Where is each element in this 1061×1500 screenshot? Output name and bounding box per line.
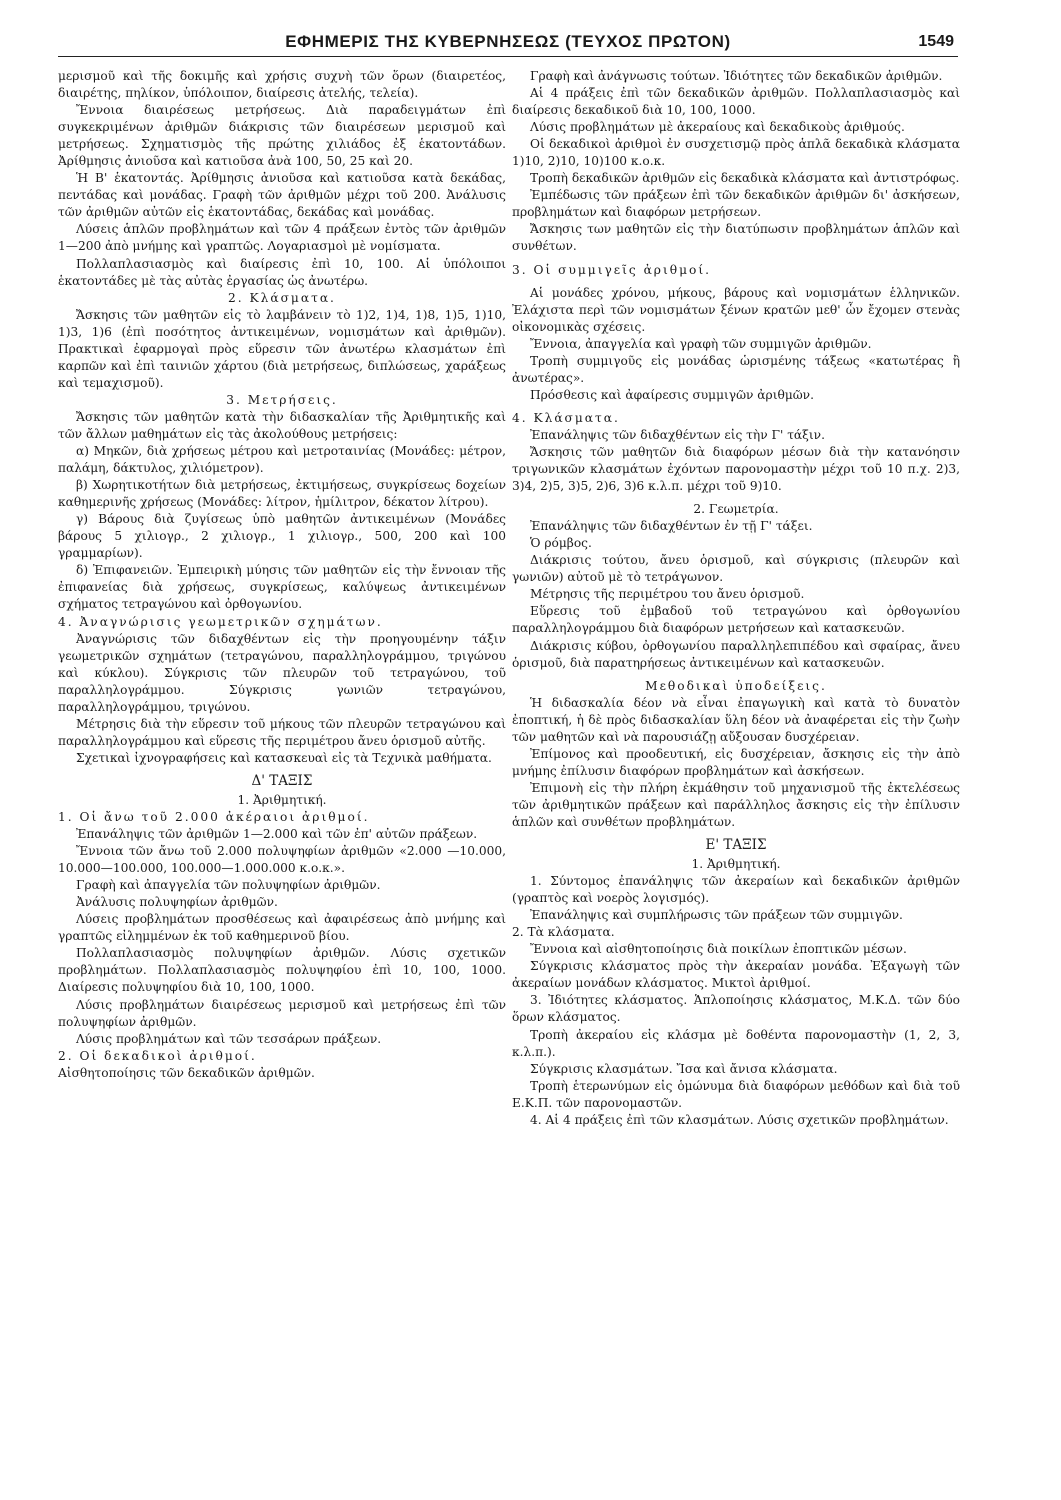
section-heading: 4. Ἀναγνώρισις γεωμετρικῶν σχημάτων. — [58, 614, 383, 629]
paragraph: Λύσις προβλημάτων καὶ τῶν τεσσάρων πράξεων. — [76, 1031, 382, 1046]
paragraph: Πολλαπλασιασμὸς πολυψηφίων ἀριθμῶν. Λύσις σχετικῶν προβλημάτων. Πολλαπλασιασμὸς πολυψηφίου ἐπὶ 10, 100, 1000. Διαίρεσις πολυψηφίου διὰ 10, 100, 1000. — [58, 946, 506, 995]
section-heading: 2. Οἱ δεκαδικοὶ ἀριθμοί. — [58, 1048, 257, 1063]
paragraph: Αἱ μονάδες χρόνου, μήκους, βάρους καὶ νομισμάτων ἑλληνικῶν. Ἐλάχιστα περὶ τῶν νομισμάτων ξένων κρατῶν μεθ' ὧν ἔχομεν στενὰς οἰκονομικὰς σχέσεις. — [512, 285, 960, 334]
section-heading: 3. Οἱ συμμιγεῖς ἀριθμοί. — [512, 262, 711, 277]
right-column — [512, 68, 960, 1129]
paragraph: Ἄσκησις τῶν μαθητῶν κατὰ τὴν διδασκαλίαν τῆς Ἀριθμητικῆς καὶ τῶν ἄλλων μαθημάτων εἰς τὰς ἀκολούθους μετρήσεις: — [58, 409, 506, 441]
page-header — [58, 28, 958, 57]
paragraph: Γραφὴ καὶ ἀπαγγελία τῶν πολυψηφίων ἀριθμῶν. — [76, 878, 381, 893]
paragraph: Γραφὴ καὶ ἀνάγνωσις τούτων. Ἰδιότητες τῶν δεκαδικῶν ἀριθμῶν. — [530, 69, 943, 83]
paragraph: Τροπὴ δεκαδικῶν ἀριθμῶν εἰς δεκαδικὰ κλάσματα καὶ ἀντιστρόφως. — [530, 171, 960, 186]
paragraph: μερισμοῦ καὶ τῆς δοκιμῆς καὶ χρήσις συχνὴ τῶν ὅρων (διαιρετέος, διαιρέτης, πηλίκον, ὑπόλοιπον, διαίρεσις ἀτελής, τελεία). — [58, 69, 506, 101]
paragraph: Πρόσθεσις καὶ ἀφαίρεσις συμμιγῶν ἀριθμῶν. — [530, 387, 814, 402]
subject-heading: 2. Γεωμετρία. — [693, 502, 779, 517]
paragraph: Λύσεις ἁπλῶν προβλημάτων καὶ τῶν 4 πράξεων ἐντὸς τῶν ἀριθμῶν 1—200 ἀπὸ μνήμης καὶ γραπτῶς. Λογαριασμοὶ μὲ νομίσματα. — [58, 222, 506, 254]
paragraph: Ἔννοια καὶ αἰσθητοποίησις διὰ ποικίλων ἐποπτικῶν μέσων. — [530, 942, 907, 957]
paragraph: Σχετικαὶ ἰχνογραφήσεις καὶ κατασκευαὶ εἰς τὰ Τεχνικὰ μαθήματα. — [76, 750, 492, 765]
paragraph: Τροπὴ συμμιγοῦς εἰς μονάδας ὡρισμένης τάξεως «κατωτέρας ἢ ἀνωτέρας». — [512, 353, 960, 385]
list-item: γ) Βάρους διὰ ζυγίσεως ὑπὸ μαθητῶν ἀντικειμένων (Μονάδες βάρους 5 χιλιογρ., 2 χιλιογρ., 1 χιλιογρ., 500, 200 καὶ 100 γραμμαρίων). — [58, 512, 506, 561]
newspaper-title: ΕΦΗΜΕΡΙΣ ΤΗΣ ΚΥΒΕΡΝΗΣΕΩΣ (ΤΕΥΧΟΣ ΠΡΩΤΟΝ) — [285, 32, 731, 51]
section-heading: 2. Κλάσματα. — [228, 290, 336, 305]
class-heading: Δ' ΤΑΞΙΣ — [251, 772, 313, 789]
paragraph: Ἄσκησις τῶν μαθητῶν διὰ διαφόρων μέσων διὰ τὴν κατανόησιν τριγωνικῶν κλασμάτων ἐχόντων παρονομαστὴν μέχρι τοῦ 10 π.χ. 2)3, 3)4, 2)5, 3)5, 2)6, 3)6 κ.λ.π. μέχρι τοῦ 9)10. — [512, 444, 960, 494]
class-heading: Ε' ΤΑΞΙΣ — [705, 837, 767, 854]
paragraph: Ἐμπέδωσις τῶν πράξεων ἐπὶ τῶν δεκαδικῶν ἀριθμῶν δι' ἀσκήσεων, προβλημάτων καὶ διαφόρων μετρήσεων. — [512, 188, 960, 220]
list-item: α) Μηκῶν, διὰ χρήσεως μέτρου καὶ μετροταινίας (Μονάδες: μέτρον, παλάμη, δάκτυλος, χιλιόμετρον). — [58, 444, 506, 476]
paragraph: Διάκρισις τούτου, ἄνευ ὁρισμοῦ, καὶ σύγκρισις (πλευρῶν καὶ γωνιῶν) αὐτοῦ μὲ τὸ τετράγωνον. — [512, 553, 960, 585]
paragraph: Ἔννοια, ἀπαγγελία καὶ γραφὴ τῶν συμμιγῶν ἀριθμῶν. — [530, 336, 872, 351]
paragraph: 4. Αἱ 4 πράξεις ἐπὶ τῶν κλασμάτων. Λύσις σχετικῶν προβλημάτων. — [530, 1112, 949, 1127]
paragraph: Λύσεις προβλημάτων προσθέσεως καὶ ἀφαιρέσεως ἀπὸ μνήμης καὶ γραπτῶς εἰλημμένων ἐκ τοῦ καθημερινοῦ βίου. — [58, 912, 506, 944]
paragraph: 3. Ἰδιότητες κλάσματος. Ἁπλοποίησις κλάσματος, Μ.Κ.Δ. τῶν δύο ὅρων κλάσματος. — [512, 993, 960, 1025]
paragraph: Ἐπανάληψις τῶν ἀριθμῶν 1—2.000 καὶ τῶν ἐπ' αὐτῶν πράξεων. — [76, 827, 478, 842]
paragraph: Μέτρησις τῆς περιμέτρου του ἄνευ ὁρισμοῦ. — [530, 587, 805, 602]
paragraph: Ἀναγνώρισις τῶν διδαχθέντων εἰς τὴν προηγουμένην τάξιν γεωμετρικῶν σχημάτων (τετραγώνου, παραλληλογράμμου, τριγώνου καὶ κύκλου). Σύγκρισις τῶν πλευρῶν τοῦ τετραγώνου, τοῦ παραλληλογράμμου. Σύγκρισις γωνιῶν τετραγώνου, παραλληλογράμμου, τριγώνου. — [58, 631, 506, 714]
paragraph: Διάκρισις κύβου, ὀρθογωνίου παραλληλεπιπέδου καὶ σφαίρας, ἄνευ ὁρισμοῦ, διὰ παρατηρήσεως ἀντικειμένων καὶ κατασκευῶν. — [512, 638, 960, 670]
paragraph: Τροπὴ ἀκεραίου εἰς κλάσμα μὲ δοθέντα παρονομαστὴν (1, 2, 3, κ.λ.π.). — [512, 1027, 960, 1059]
section-heading: 3. Μετρήσεις. — [226, 392, 338, 407]
paragraph: Ἐπίμονος καὶ προοδευτική, εἰς δυσχέρειαν, ἄσκησις εἰς τὴν ἀπὸ μνήμης ἐπίλυσιν διαφόρων προβλημάτων καὶ ἀσκήσεων. — [512, 746, 960, 778]
section-heading: 1. Οἱ ἄνω τοῦ 2.000 ἀκέραιοι ἀριθμοί. — [58, 810, 370, 825]
paragraph: Ἔννοια τῶν ἄνω τοῦ 2.000 πολυψηφίων ἀριθμῶν «2.000 —10.000, 10.000—100.000, 100.000—1.000.000 κ.ο.κ.». — [58, 844, 506, 876]
paragraph: Ὁ ρόμβος. — [530, 536, 592, 551]
paragraph: Λύσις προβλημάτων μὲ ἀκεραίους καὶ δεκαδικοὺς ἀριθμούς. — [530, 120, 905, 135]
paragraph: Ἡ διδασκαλία δέον νὰ εἶναι ἐπαγωγικὴ καὶ κατὰ τὸ δυνατὸν ἐποπτική, ἡ δὲ πρὸς διδασκαλίαν ὕλη δέον νὰ ἀναφέρεται εἰς τὴν ζωὴν τῶν μαθητῶν καὶ νὰ παρουσιάζῃ αὔξουσαν δυσχέρειαν. — [512, 695, 960, 744]
paragraph: Ἐπανάληψις καὶ συμπλήρωσις τῶν πράξεων τῶν συμμιγῶν. — [530, 908, 903, 923]
subject-heading: 1. Ἀριθμητική. — [237, 792, 327, 807]
paragraph: Μέτρησις διὰ τὴν εὕρεσιν τοῦ μήκους τῶν πλευρῶν τετραγώνου καὶ παραλληλογράμμου καὶ εὕρεσις τῆς περιμέτρου ἄνευ ὁρισμοῦ αὐτῆς. — [58, 716, 506, 748]
paragraph: Ἐπανάληψις τῶν διδαχθέντων εἰς τὴν Γ' τάξιν. — [530, 427, 825, 442]
paragraph: 1. Σύντομος ἐπανάληψις τῶν ἀκεραίων καὶ δεκαδικῶν ἀριθμῶν (γραπτὸς καὶ νοερὸς λογισμός). — [512, 874, 960, 906]
paragraph: Ἀνάλυσις πολυψηφίων ἀριθμῶν. — [76, 895, 278, 910]
paragraph: Ἐπανάληψις τῶν διδαχθέντων ἐν τῇ Γ' τάξει. — [530, 519, 813, 534]
section-heading: 4. Κλάσματα. — [512, 410, 620, 425]
list-item: β) Χωρητικοτήτων διὰ μετρήσεως, ἐκτιμήσεως, συγκρίσεως δοχείων καθημερινῆς χρήσεως (Μονάδες: λίτρον, ἡμίλιτρον, δέκατον λίτρου). — [58, 478, 506, 510]
section-heading: 2. Τὰ κλάσματα. — [512, 925, 615, 940]
page-number: 1549 — [918, 33, 954, 50]
paragraph: Λύσις προβλημάτων διαιρέσεως μερισμοῦ καὶ μετρήσεως ἐπὶ τῶν πολυψηφίων ἀριθμῶν. — [58, 997, 506, 1029]
paragraph: Ἄσκησις των μαθητῶν εἰς τὴν διατύπωσιν προβλημάτων ἁπλῶν καὶ συνθέτων. — [512, 222, 960, 254]
paragraph: Ἐπιμονὴ εἰς τὴν πλήρη ἐκμάθησιν τοῦ μηχανισμοῦ τῆς ἐκτελέσεως τῶν ἀριθμητικῶν πράξεων καὶ παράλληλος ἄσκησις εἰς τὴν ἐπίλυσιν ἁπλῶν καὶ συνθέτων προβλημάτων. — [512, 780, 960, 829]
left-column — [58, 68, 506, 1082]
paragraph: Σύγκρισις κλασμάτων. Ἴσα καὶ ἄνισα κλάσματα. — [530, 1061, 838, 1076]
list-item: δ) Ἐπιφανειῶν. Ἐμπειρικὴ μύησις τῶν μαθητῶν εἰς τὴν ἔννοιαν τῆς ἐπιφανείας διὰ χρήσεως, συγκρίσεως, καλύψεως ἀντικειμένων σχήματος τετραγώνου καὶ ὀρθογωνίου. — [58, 563, 506, 612]
paragraph: Σύγκρισις κλάσματος πρὸς τὴν ἀκεραίαν μονάδα. Ἐξαγωγὴ τῶν ἀκεραίων μονάδων κλάσματος. Μικτοὶ ἀριθμοί. — [512, 959, 960, 991]
subject-heading: 1. Ἀριθμητική. — [691, 857, 781, 872]
paragraph: Ἡ Β' ἑκατοντάς. Ἀρίθμησις ἀνιοῦσα καὶ κατιοῦσα κατὰ δεκάδας, πεντάδας καὶ μονάδας. Γραφὴ τῶν ἀριθμῶν μέχρι τοῦ 200. Ἀνάλυσις τῶν ἀριθμῶν αὐτῶν εἰς ἑκατοντάδας, δεκάδας καὶ μονάδας. — [58, 171, 506, 220]
paragraph: Ἔννοια διαιρέσεως μετρήσεως. Διὰ παραδειγμάτων ἐπὶ συγκεκριμένων ἀριθμῶν διάκρισις τῶν διαιρέσεων μερισμοῦ καὶ μετρήσεως. Σχηματισμὸς τῆς πρώτης χιλιάδος ἐξ ἑκατοντάδων. Ἀρίθμησις ἀνιοῦσα καὶ κατιοῦσα ἀνὰ 100, 50, 25 καὶ 20. — [58, 103, 506, 169]
paragraph: Εὕρεσις τοῦ ἐμβαδοῦ τοῦ τετραγώνου καὶ ὀρθογωνίου παραλληλογράμμου διὰ διαφόρων μετρήσεων καὶ κατασκευῶν. — [512, 604, 960, 636]
paragraph: Πολλαπλασιασμὸς καὶ διαίρεσις ἐπὶ 10, 100. Αἱ ὑπόλοιποι ἑκατοντάδες μὲ τὰς αὐτὰς ἐργασίας ὡς ἀνωτέρω. — [58, 256, 506, 288]
paragraph: Ἄσκησις τῶν μαθητῶν εἰς τὸ λαμβάνειν τὸ 1)2, 1)4, 1)8, 1)5, 1)10, 1)3, 1)6 (ἐπὶ ποσότητος ἀντικειμένων, νομισμάτων καὶ ἀριθμῶν). Πρακτικαὶ ἐφαρμογαὶ πρὸς εὕρεσιν τῶν ἀνωτέρω κλασμάτων ἐπὶ καρπῶν καὶ ἐπὶ ταινιῶν χάρτου (διὰ μετρήσεως, διπλώσεως, χαράξεως καὶ τεμαχισμοῦ). — [58, 307, 506, 390]
paragraph: Οἱ δεκαδικοὶ ἀριθμοὶ ἐν συσχετισμῷ πρὸς ἁπλᾶ δεκαδικὰ κλάσματα 1)10, 2)10, 10)100 κ.ο.κ. — [512, 137, 960, 169]
section-heading: Μεθοδικαὶ ὑποδείξεις. — [645, 678, 827, 693]
paragraph: Αἰσθητοποίησις τῶν δεκαδικῶν ἀριθμῶν. — [58, 1065, 315, 1080]
paragraph: Τροπὴ ἑτερωνύμων εἰς ὁμώνυμα διὰ διαφόρων μεθόδων καὶ διὰ τοῦ Ε.Κ.Π. τῶν παρονομαστῶν. — [512, 1078, 960, 1110]
paragraph: Αἱ 4 πράξεις ἐπὶ τῶν δεκαδικῶν ἀριθμῶν. Πολλαπλασιασμὸς καὶ διαίρεσις δεκαδικοῦ διὰ 10, 100, 1000. — [512, 86, 960, 118]
